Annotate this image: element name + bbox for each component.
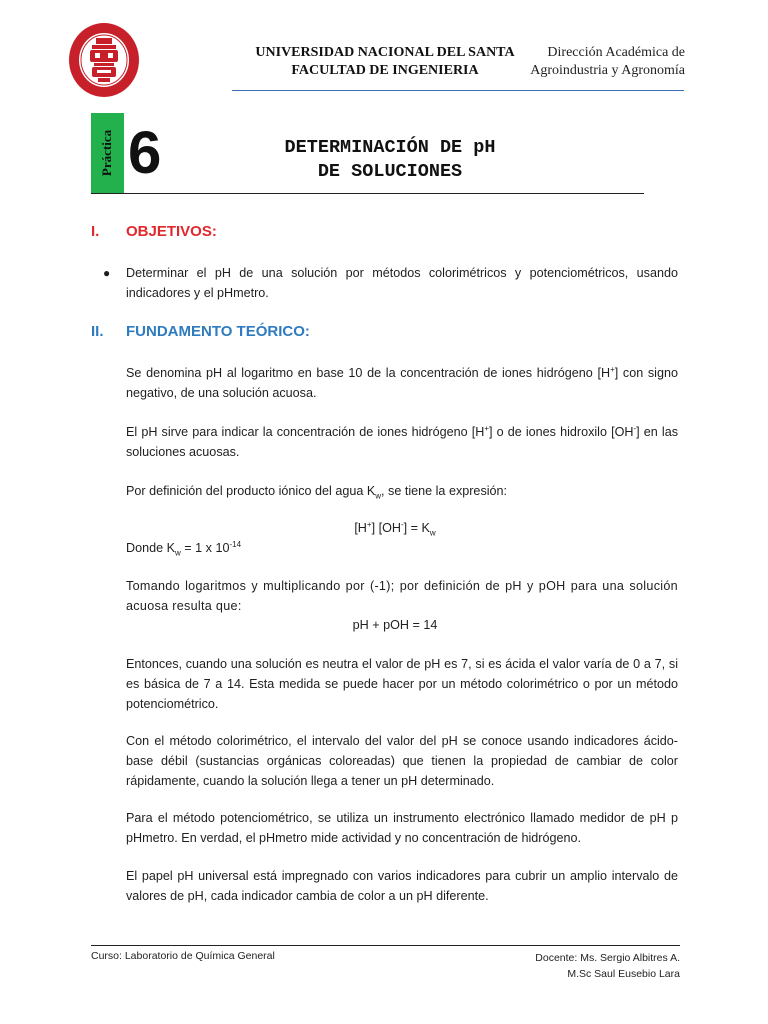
footer-teacher2: M.Sc Saul Eusebio Lara [567,968,680,980]
paragraph-colorimetric: Con el método colorimétrico, el intervalo del valor del pH se conoce usando indicadores ácido-base débil (sustancias orgánicas coloreadas) que tienen la propiedad de cambiar de color rápidamente, cuando la solución llega a tener un pH determinado. [126,734,678,788]
section1-title: OBJETIVOS: [126,223,217,240]
paragraph-kw-value: Donde $K_w = 1$ x $10^{-14}$ [126,539,242,558]
footer-teachers [480,950,680,982]
practice-number: 6 [128,119,162,186]
header-divider [232,90,684,91]
equation-ph-poh: pH + pOH = 14 [352,618,438,632]
section2-number: II. [91,323,104,340]
practice-label: Práctica [99,129,115,177]
footer-course: Curso: Laboratorio de Química General [91,950,275,962]
bullet-icon: ● [103,266,111,280]
footer-divider [91,945,680,946]
section1-number: I. [91,223,100,240]
university-seal-logo [68,22,140,98]
section2-title: FUNDAMENTO TEÓRICO: [126,323,310,340]
title-divider [91,193,644,194]
paragraph-ionic-product: Por definición del producto iónico del agua $K_w$, se tiene la expresión: [126,484,508,501]
paragraph-ph-ranges: Entonces, cuando una solución es neutra el valor de pH es 7, si es ácida el valor varía de 0 a 7, si es básica de 7 a 14. Esta medida se puede hacer por un método colorimétrico o por un método potenciométrico. [126,657,678,711]
objective-item: Determinar el pH de una solución por métodos colorimétricos y potenciométricos, usando indicadores y el pHmetro. [126,266,678,300]
faculty-name: FACULTAD DE INGENIERIA [291,63,479,78]
paragraph-ph-purpose: El pH sirve para indicar la concentración de iones hidrógeno [H+] o de iones hidroxilo [OH-] en las soluciones acuosas. [126,423,678,459]
paragraph-potentiometric: Para el método potenciométrico, se utiliza un instrumento electrónico llamado medidor de pH p pHmetro. En verdad, el pHmetro mide actividad y no concentración de hidrógeno. [126,811,678,845]
paragraph-logarithms: Tomando logaritmos y multiplicando por (-1); por definición de pH y pOH para una solución acuosa resulta que: [126,579,678,613]
university-name: UNIVERSIDAD NACIONAL DEL SANTA [255,45,515,60]
practice-title-line2: DE SOLUCIONES [317,161,463,182]
paragraph-ph-definition: Se denomina pH al logaritmo en base 10 de la concentración de iones hidrógeno [H+] con signo negativo, de una solución acuosa. [126,364,678,400]
direction-line1: Dirección Académica de [547,45,685,60]
equation-kw: [H+] $[OH^-] = K_w$ [354,519,436,538]
paragraph-universal-paper: El papel pH universal está impregnado con varios indicadores para cubrir un amplio intervalo de valores de pH, cada indicador cambia de color a un pH diferente. [126,869,678,903]
practice-title [230,136,550,184]
footer-teacher1: Docente: Ms. Sergio Albitres A. [535,952,680,964]
direction-line2: Agroindustria y Agronomía [530,63,685,78]
practice-title-line1: DETERMINACIÓN DE pH [284,137,496,158]
university-header [240,44,530,80]
direction-header [520,44,685,80]
